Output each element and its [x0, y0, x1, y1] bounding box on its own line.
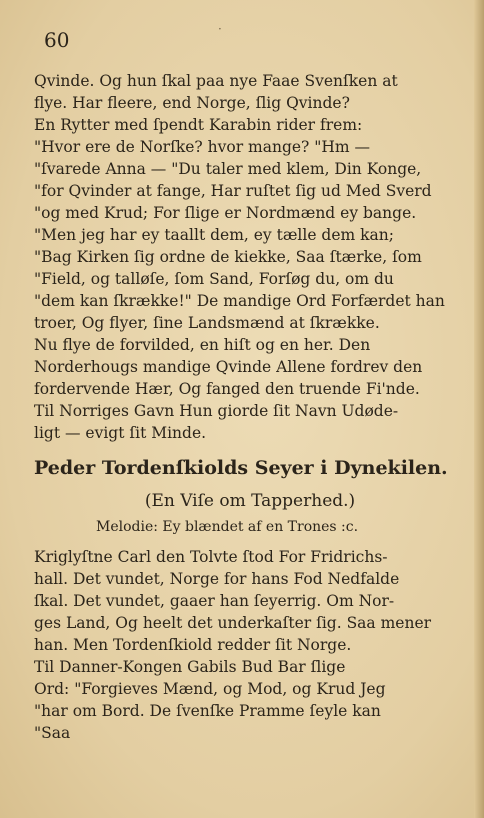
poem-line: "Hvor ere de Norſke? hvor mange? "Hm — [34, 138, 371, 156]
poem-line: "og med Krud; For ſlige er Nordmænd ey bange. [34, 204, 417, 222]
poem-line: flye. Har fleere, end Norge, ſlig Qvinde? [34, 94, 350, 112]
poem-line: "for Qvinder at fange, Har ruſtet ſig ud Med Sverd [34, 182, 432, 200]
section-subtitle: (En Viſe om Tapperhed.) [144, 491, 356, 511]
song-line: han. Men Tordenſkiold redder ſit Norge. [34, 636, 352, 654]
poem-line: "dem kan ſkrække!" De mandige Ord Forfærdet han [34, 292, 445, 310]
song-line: ges Land, Og heelt det underkaſter ſig. Saa mener [34, 614, 432, 632]
song-line: Ord: "Forgieves Mænd, og Mod, og Krud Jeg [34, 680, 386, 698]
song-line: Til Danner-Kongen Gabils Bud Bar ſlige [34, 658, 346, 676]
poem-line: Til Norriges Gavn Hun giorde ſit Navn Udøde- [34, 402, 399, 420]
section-title: Peder Tordenſkiolds Seyer i Dynekilen. [34, 457, 448, 479]
song-line: "har om Bord. De ſvenſke Pramme ſeyle kan [34, 702, 381, 720]
song-line: "Saa [34, 724, 71, 742]
melody-line: Melodie: Ey blændet af en Trones :c. [96, 519, 359, 535]
poem-line: fordervende Hær, Og fanged den truende Fi'nde. [34, 380, 420, 398]
poem-line: En Rytter med ſpendt Karabin rider frem: [34, 116, 363, 134]
song-line: hall. Det vundet, Norge for hans Fod Nedfalde [34, 570, 400, 588]
song-line: Kriglyſtne Carl den Tolvte ſtod For Fridrichs- [34, 548, 388, 566]
poem-line: troer, Og flyer, ſine Landsmænd at ſkrække. [34, 314, 380, 332]
page-edge [474, 0, 484, 818]
poem-line: Qvinde. Og hun ſkal paa nye Faae Svenſken at [34, 72, 398, 90]
page-number: 60 [44, 28, 70, 52]
ornament-mark: · [218, 22, 222, 36]
poem-line: Norderhougs mandige Qvinde Allene fordrev den [34, 358, 423, 376]
poem-line: "Field, og talløſe, ſom Sand, Forſøg du, om du [34, 270, 394, 288]
poem-block [34, 70, 466, 444]
poem-line: "ſvarede Anna — "Du taler med klem, Din Konge, [34, 160, 422, 178]
poem-line: "Bag Kirken ſig ordne de kiekke, Saa ſtærke, ſom [34, 248, 422, 266]
poem-line: "Men jeg har ey taallt dem, ey tælle dem kan; [34, 226, 394, 244]
poem-line: Nu flye de forvilded, en hiſt og en her. Den [34, 336, 371, 354]
poem-line: ligt — evigt ſit Minde. [34, 424, 207, 442]
song-block [34, 546, 466, 744]
song-line: ſkal. Det vundet, gaaer han ſeyerrig. Om Nor- [34, 592, 395, 610]
page-text [34, 70, 466, 744]
